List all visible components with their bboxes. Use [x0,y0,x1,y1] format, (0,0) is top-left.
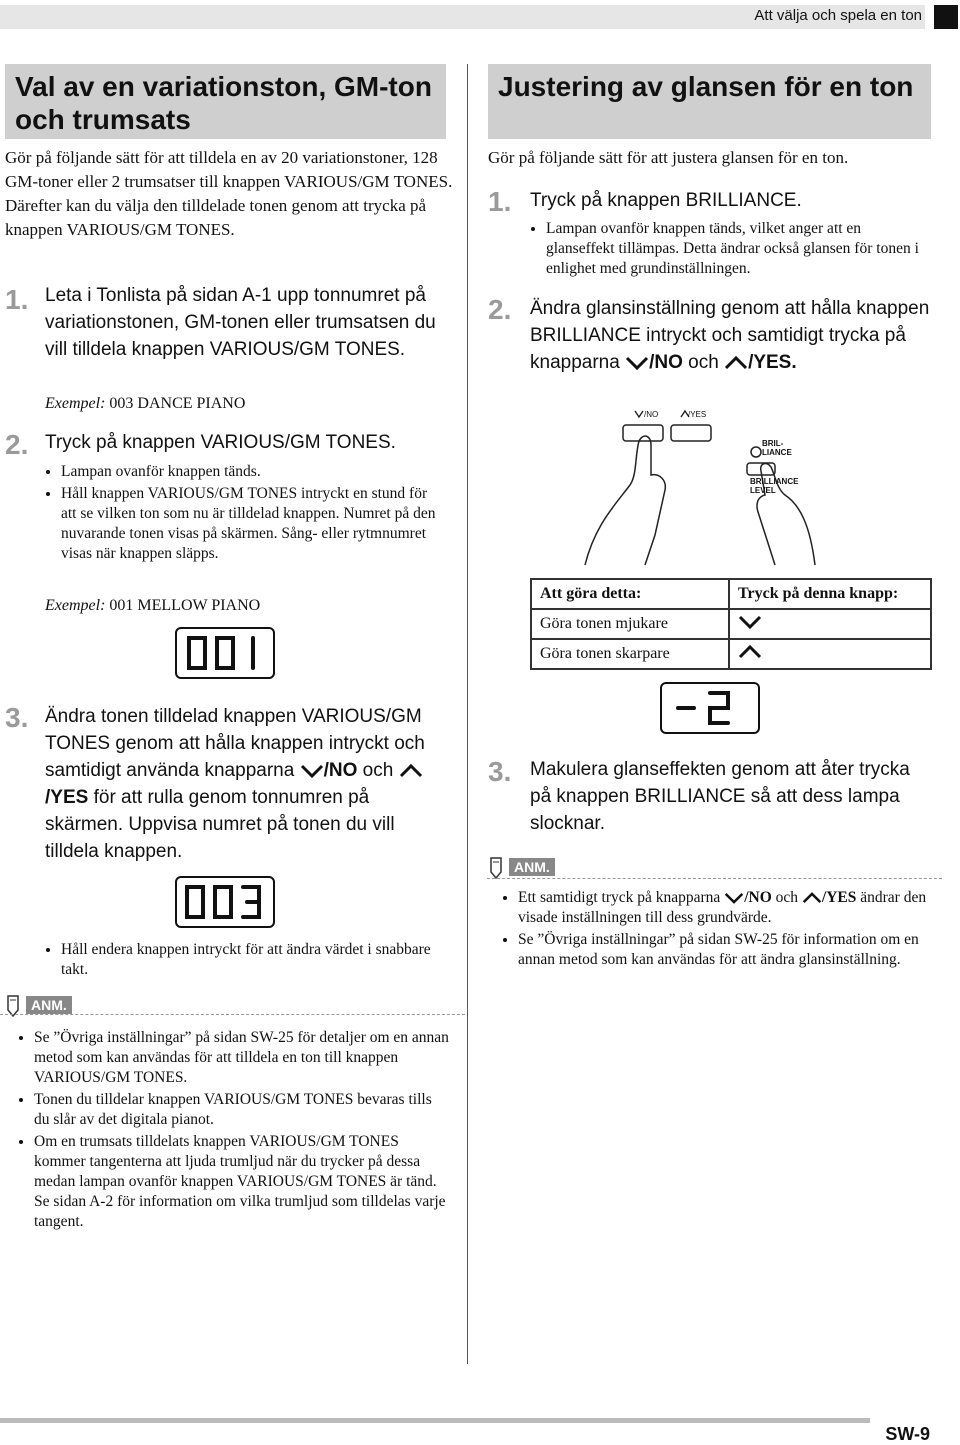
och-label: och [775,889,799,906]
list-item: • Håll endera knappen intryckt för att ändra värdet i snabbare takt. [61,940,445,980]
right-step2-number: 2. [488,294,512,325]
left-step3-text [45,703,450,865]
right-step1-number: 1. [488,186,512,217]
list-item: • Tonen du tilldelar knappen VARIOUS/GM TONES bevaras tills du slår av det digitala pianot. [34,1090,450,1130]
left-step3-number: 3. [5,702,29,733]
example-value: 001 MELLOW PIANO [109,597,261,614]
list-item: • Håll knappen VARIOUS/GM TONES intryckt en stund för att se vilken ton som nu är tilldelad knappen. Numret på den nuvarande tonen visas på skärmen. Sång- eller rytmnumret visas när knappen släpps. [61,484,445,564]
list-item: • Lampan ovanför knappen tänds. [61,462,445,482]
note-divider [487,878,942,880]
left-step1-number: 1. [5,284,29,315]
list-item [518,888,932,928]
note-label: ANM. [26,996,72,1014]
left-step2-number: 2. [5,429,29,460]
chevron-up-icon [724,356,748,370]
option-table [530,578,932,670]
right-intro: Gör på följande sätt för att justera glansen för en ton. [488,148,849,167]
step3-text-a: Ändra tonen tilldelad knappen VARIOUS/GM TONES genom att hålla knappen intryckt och samtidigt använda knapparna [45,706,425,781]
lcd-display-minus2 [660,682,760,734]
right-step3-number: 3. [488,756,512,787]
lcd-digits-icon [177,629,273,677]
table-cell [729,639,931,669]
och-label: och [688,352,719,373]
lcd-display-003 [175,876,275,928]
left-step1-text: Leta i Tonlista på sidan A-1 upp tonnumret på variationstonen, GM-tonen eller trumsatsen du vill tilldela knappen VARIOUS/GM TONES. [45,285,436,360]
right-notes [502,888,932,972]
chevron-down-icon [300,764,324,778]
no-label: /NO [744,889,772,906]
och-label: och [362,760,394,781]
note-divider [0,1014,465,1016]
right-step1-text: Tryck på knappen BRILLIANCE. [530,190,802,211]
hand-pressing-buttons-icon [575,405,845,570]
brilliance-level-label: BRILLIANCE LEVEL [750,477,799,495]
no-button-label: /NO [644,410,659,419]
right-step1-bullets [530,219,930,281]
no-label: /NO [649,352,683,373]
left-step3-bullets [45,940,445,982]
left-step2-bullets [45,462,445,566]
section-title: Att välja och spela en ton [754,7,922,24]
footer-bar [0,1418,870,1423]
step3-text-b: för att rulla genom tonnumren på skärmen. Uppvisa numret på tonen du vill tilldela knappen. [45,787,395,862]
list-item: • Se ”Övriga inställningar” på sidan SW-25 för detaljer om en annan metod som kan användas för att tilldela en ton till knappen VARIOUS/GM TONES. [34,1028,450,1088]
list-item: • Om en trumsats tilldelats knappen VARIOUS/GM TONES kommer tangenterna att ljuda trumljud när du trycker på dessa medan lampan ovanför knappen VARIOUS/GM TONES är tänd. Se sidan A-2 för information om vilka trumljud som tilldelas varje tangent. [34,1132,450,1232]
example-label: Exempel: [45,395,106,412]
no-label: /NO [323,760,358,781]
chevron-down-icon [738,615,762,629]
right-heading: Justering av glansen för en ton [488,64,931,139]
lcd-display-001 [175,627,275,679]
table-header: Att göra detta: [531,579,729,609]
step2-text-a: Ändra glansinställning genom att hålla knappen BRILLIANCE intryckt och samtidigt trycka på knapparna [530,298,930,373]
chevron-down-icon [724,892,744,904]
chevron-up-icon [399,764,423,778]
note-pencil-icon [487,856,505,880]
yes-label: /YES [821,889,857,906]
header-marker [934,5,958,29]
note1-text-b: ändrar den visade inställningen till dess grundvärde. [518,889,927,926]
left-notes [18,1028,450,1234]
yes-label: /YES. [748,352,797,373]
table-cell: Göra tonen skarpare [531,639,729,669]
table-cell: Göra tonen mjukare [531,609,729,639]
list-item: • Lampan ovanför knappen tänds, vilket anger att en glanseffekt tillämpas. Detta ändrar också glansen för tonen i enlighet med grundinställningen. [546,219,930,279]
hand-illustration [575,405,845,570]
chevron-up-icon [802,892,822,904]
chevron-up-icon [738,645,762,659]
brilliance-button-label: BRIL-LIANCE [762,439,792,457]
right-step2-text [530,295,930,376]
example-label: Exempel: [45,597,106,614]
right-step3-text: Makulera glanseffekten genom att åter trycka på knappen BRILLIANCE så att dess lampa slocknar. [530,759,910,834]
lcd-digits-icon [177,878,273,926]
table-cell [729,609,931,639]
yes-button-label: /YES [688,410,707,419]
right-note-header [487,856,555,880]
left-step2-text: Tryck på knappen VARIOUS/GM TONES. [45,432,396,453]
column-divider [467,64,468,1364]
table-header: Tryck på denna knapp: [729,579,931,609]
note1-text-a: Ett samtidigt tryck på knapparna [518,889,721,906]
page-number: SW-9 [885,1424,930,1444]
left-heading: Val av en variationston, GM-ton och trumsats [5,64,446,139]
note-label: ANM. [509,858,555,876]
example-value: 003 DANCE PIANO [109,395,246,412]
yes-label: /YES [45,787,89,808]
left-step2-example [45,597,260,615]
list-item: • Se ”Övriga inställningar” på sidan SW-25 för information om en annan metod som kan användas för att ändra glansinställning. [518,930,932,970]
left-step1-example [45,395,245,413]
chevron-down-icon [625,356,649,370]
lcd-digits-icon [662,684,758,732]
left-intro: Gör på följande sätt för att tilldela en av 20 variationstoner, 128 GM-toner eller 2 trumsatser till knappen VARIOUS/GM TONES. Därefter kan du välja den tilldelade tonen genom att trycka på knappen VARIOUS/GM TONES. [5,148,453,239]
